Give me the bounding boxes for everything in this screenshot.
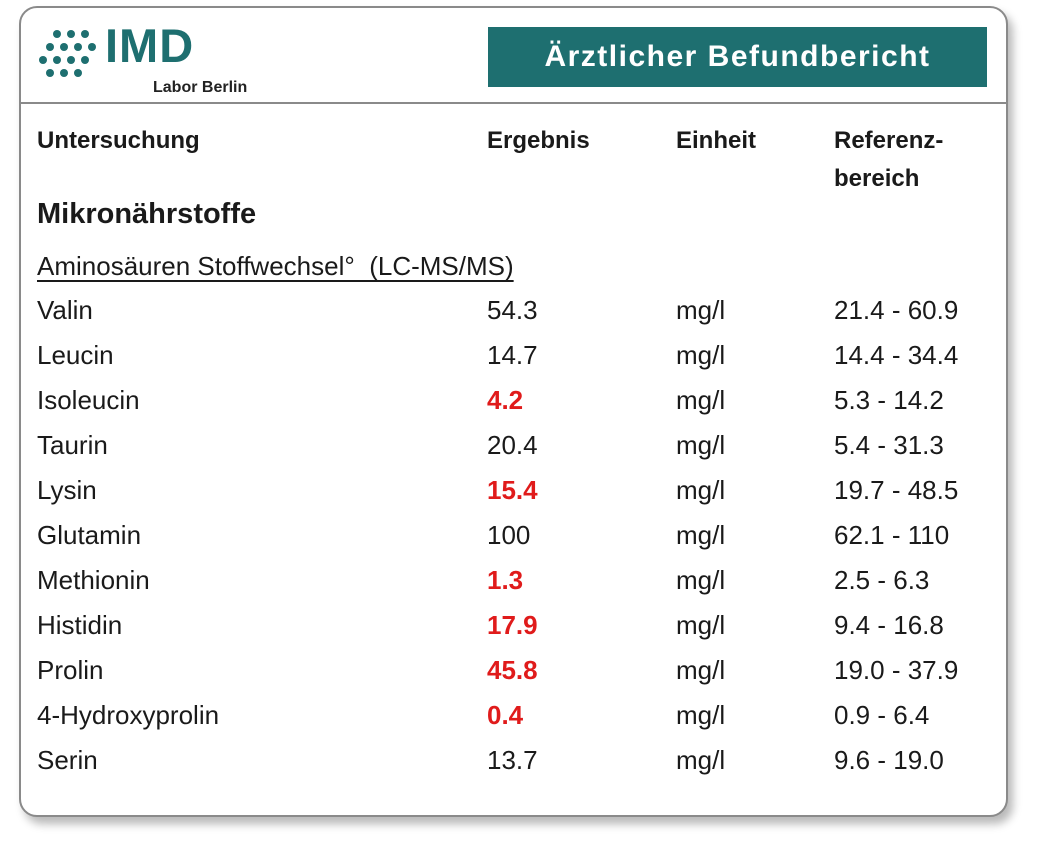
unit: mg/l <box>676 295 726 325</box>
header-divider <box>21 102 1006 104</box>
reference-range: 2.5 - 6.3 <box>834 565 930 595</box>
report-card <box>19 6 1008 817</box>
unit: mg/l <box>676 565 726 595</box>
result-value: 13.7 <box>487 745 538 775</box>
reference-range: 5.3 - 14.2 <box>834 385 944 415</box>
reference-range: 14.4 - 34.4 <box>834 340 959 370</box>
reference-range: 19.0 - 37.9 <box>834 655 959 685</box>
table-row <box>21 560 1006 605</box>
section-title: Mikronährstoffe <box>37 198 257 230</box>
logo-dot <box>88 43 96 51</box>
report-title: Ärztlicher Befundbericht <box>488 27 987 87</box>
reference-range: 5.4 - 31.3 <box>834 430 944 460</box>
logo-dot <box>81 56 89 64</box>
reference-range: 62.1 - 110 <box>834 520 950 550</box>
column-header-unit: Einheit <box>676 127 757 154</box>
table-row <box>21 740 1006 785</box>
logo-dot <box>46 69 54 77</box>
unit: mg/l <box>676 430 726 460</box>
test-name: Histidin <box>37 610 123 640</box>
logo-dot <box>74 43 82 51</box>
table-row <box>21 605 1006 650</box>
result-value: 54.3 <box>487 295 538 325</box>
unit: mg/l <box>676 745 726 775</box>
test-name: Leucin <box>37 340 114 370</box>
reference-range: 19.7 - 48.5 <box>834 475 959 505</box>
table-row <box>21 380 1006 425</box>
table-row <box>21 290 1006 335</box>
table-row <box>21 515 1006 560</box>
unit: mg/l <box>676 700 726 730</box>
result-value: 17.9 <box>487 610 538 640</box>
logo-dot <box>53 30 61 38</box>
logo-dot <box>67 56 75 64</box>
unit: mg/l <box>676 475 726 505</box>
test-name: 4-Hydroxyprolin <box>37 700 220 730</box>
test-name: Glutamin <box>37 520 142 550</box>
test-name: Methionin <box>37 565 150 595</box>
reference-range: 0.9 - 6.4 <box>834 700 930 730</box>
result-value: 45.8 <box>487 655 538 685</box>
results-table <box>21 290 1006 785</box>
table-row <box>21 695 1006 740</box>
logo-subtitle: Labor Berlin <box>153 79 248 96</box>
unit: mg/l <box>676 340 726 370</box>
test-name: Serin <box>37 745 98 775</box>
result-value: 1.3 <box>487 565 524 595</box>
table-row <box>21 470 1006 515</box>
test-name: Lysin <box>37 475 97 505</box>
reference-range: 9.6 - 19.0 <box>834 745 944 775</box>
unit: mg/l <box>676 385 726 415</box>
logo-dot <box>53 56 61 64</box>
logo-dot <box>60 43 68 51</box>
logo-dot <box>39 56 47 64</box>
test-name: Valin <box>37 295 93 325</box>
result-value: 14.7 <box>487 340 538 370</box>
reference-range: 9.4 - 16.8 <box>834 610 944 640</box>
table-row <box>21 335 1006 380</box>
test-name: Taurin <box>37 430 108 460</box>
column-header-reference-line2: bereich <box>834 165 920 192</box>
result-value: 4.2 <box>487 385 524 415</box>
imd-logo <box>39 19 269 100</box>
column-header-test: Untersuchung <box>37 127 200 154</box>
result-value: 0.4 <box>487 700 524 730</box>
result-value: 20.4 <box>487 430 538 460</box>
logo-dot <box>67 30 75 38</box>
unit: mg/l <box>676 610 726 640</box>
logo-dot <box>60 69 68 77</box>
logo-text: IMD <box>105 19 195 72</box>
column-header-reference-line1: Referenz- <box>834 127 944 154</box>
result-value: 100 <box>487 520 531 550</box>
table-row <box>21 425 1006 470</box>
unit: mg/l <box>676 655 726 685</box>
logo-dot-grid-icon <box>39 28 99 84</box>
test-name: Prolin <box>37 655 104 685</box>
logo-dot <box>81 30 89 38</box>
table-row <box>21 650 1006 695</box>
result-value: 15.4 <box>487 475 538 505</box>
reference-range: 21.4 - 60.9 <box>834 295 959 325</box>
logo-dot <box>74 69 82 77</box>
test-name: Isoleucin <box>37 385 140 415</box>
unit: mg/l <box>676 520 726 550</box>
logo-dot <box>46 43 54 51</box>
group-title: Aminosäuren Stoffwechsel° (LC-MS/MS) <box>37 251 514 281</box>
column-header-result: Ergebnis <box>487 127 590 154</box>
